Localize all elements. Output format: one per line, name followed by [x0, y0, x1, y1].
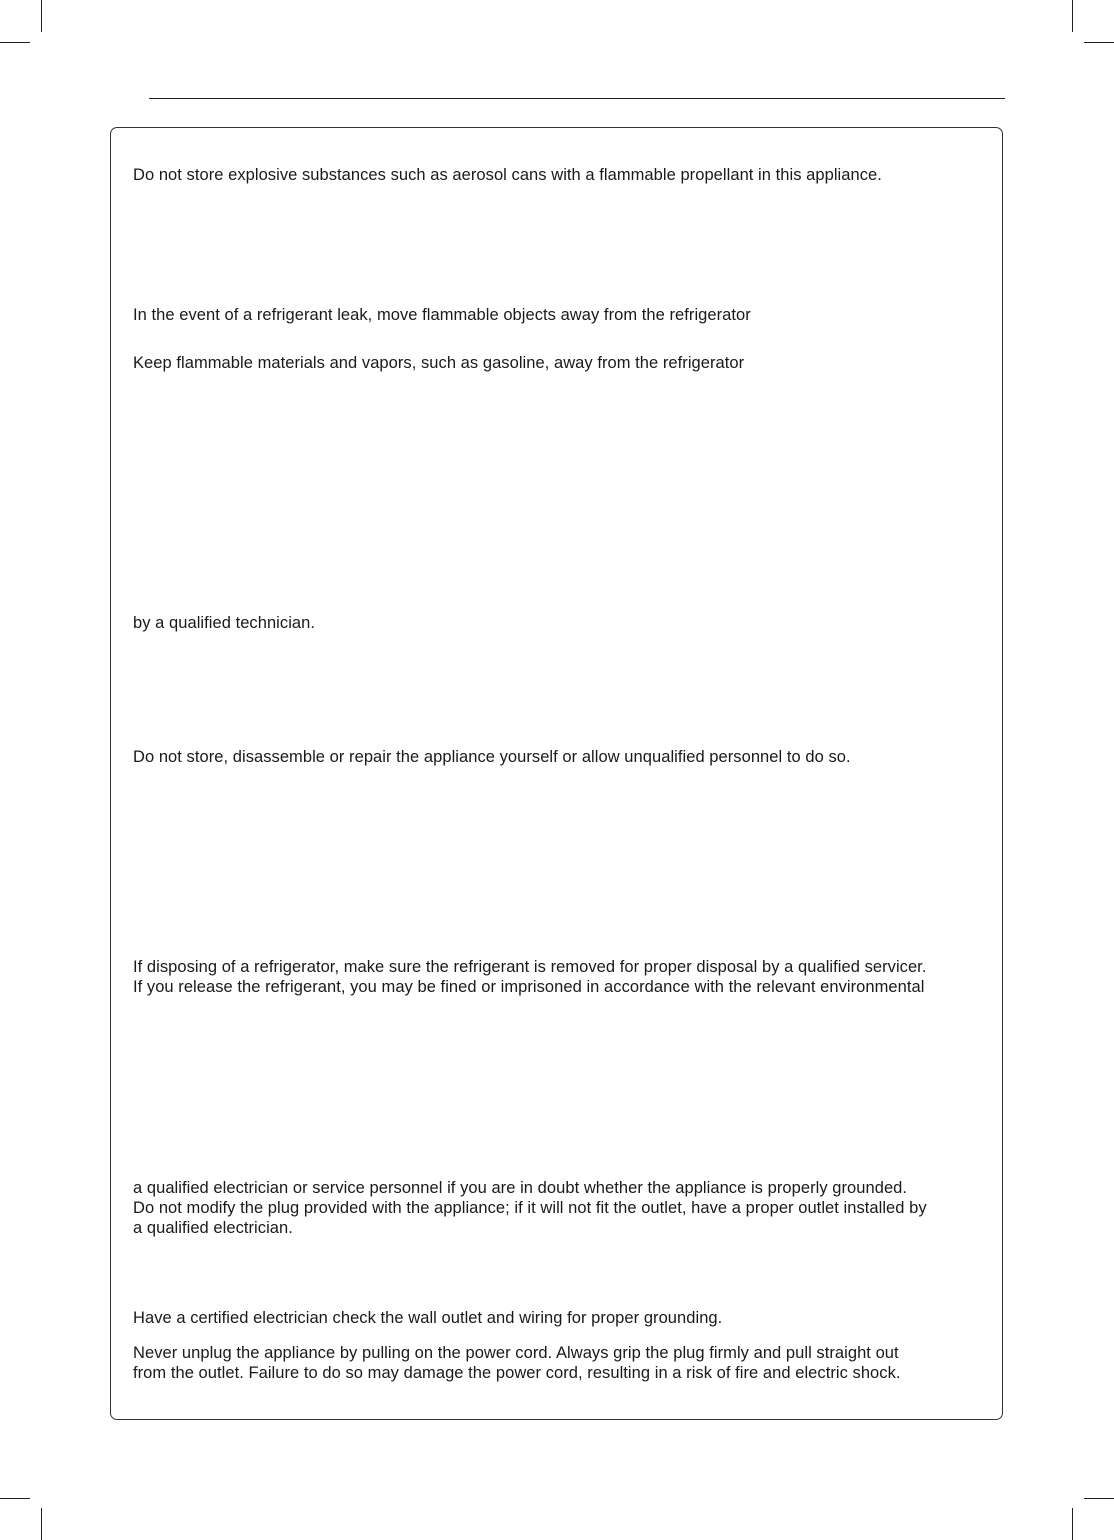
- paragraph-unplug-line-1: Never unplug the appliance by pulling on the power cord. Always grip the plug firmly and pull straight out: [133, 1344, 899, 1362]
- paragraph-refrigerant-leak: In the event of a refrigerant leak, move flammable objects away from the refrigerator: [133, 306, 751, 324]
- paragraph-grounding-line-2: Do not modify the plug provided with the appliance; if it will not fit the outlet, have a proper outlet installed by: [133, 1199, 927, 1217]
- paragraph-unplug-line-2: from the outlet. Failure to do so may damage the power cord, resulting in a risk of fire and electric shock.: [133, 1364, 901, 1382]
- crop-mark-top-right-horizontal: [1084, 42, 1114, 43]
- crop-mark-bottom-right-horizontal: [1084, 1498, 1114, 1499]
- paragraph-disposal-line-1: If disposing of a refrigerator, make sure the refrigerant is removed for proper disposal by a qualified servicer.: [133, 958, 927, 976]
- paragraph-flammable-materials: Keep flammable materials and vapors, such as gasoline, away from the refrigerator: [133, 354, 745, 372]
- paragraph-disassemble-repair: Do not store, disassemble or repair the appliance yourself or allow unqualified personnel to do so.: [133, 748, 851, 766]
- paragraph-wall-outlet: Have a certified electrician check the wall outlet and wiring for proper grounding.: [133, 1309, 723, 1327]
- crop-mark-top-left-vertical: [41, 0, 42, 32]
- crop-mark-top-right-vertical: [1072, 0, 1073, 32]
- paragraph-grounding-line-1: a qualified electrician or service personnel if you are in doubt whether the appliance is properly grounded.: [133, 1179, 908, 1197]
- crop-mark-bottom-right-vertical: [1072, 1508, 1073, 1540]
- crop-mark-bottom-left-vertical: [41, 1508, 42, 1540]
- paragraph-explosive-substances: Do not store explosive substances such as aerosol cans with a flammable propellant in this appliance.: [133, 166, 882, 184]
- crop-mark-top-left-horizontal: [0, 42, 30, 43]
- paragraph-qualified-technician: by a qualified technician.: [133, 614, 316, 632]
- header-rule: [149, 98, 1005, 99]
- paragraph-disposal-line-2: If you release the refrigerant, you may be fined or imprisoned in accordance with the relevant environmental: [133, 978, 925, 996]
- crop-mark-bottom-left-horizontal: [0, 1498, 30, 1499]
- paragraph-grounding-line-3: a qualified electrician.: [133, 1219, 293, 1237]
